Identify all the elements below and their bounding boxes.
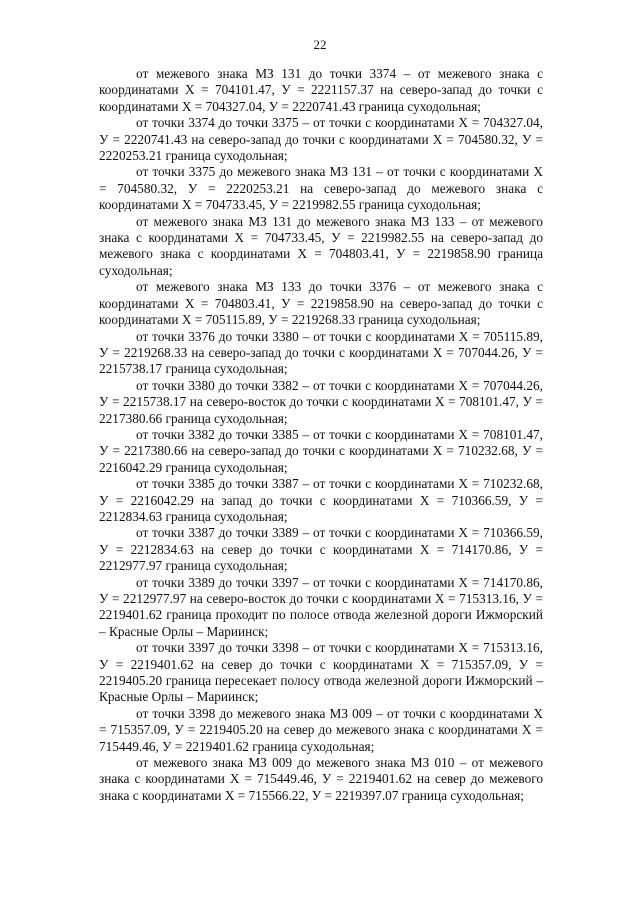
boundary-paragraph: от точки 3375 до межевого знака МЗ 131 – от точки с координатами Х = 704580.32, У = 2220253.21 на северо-запад до межевого знака с координатами Х = 704733.45, У = 2219982.55 граница суходольная; — [99, 164, 543, 213]
boundary-paragraph: от межевого знака МЗ 131 до точки 3374 – от межевого знака с координатами Х = 704101.47, У = 2221157.37 на северо-запад до точки с координатами Х = 704327.04, У = 2220741.43 граница суходольная; — [99, 66, 543, 114]
boundary-paragraph: от точки 3397 до точки 3398 – от точки с координатами Х = 715313.16, У = 2219401.62 на север до точки с координатами Х = 715357.09, У = 2219405.20 граница пересекает полосу отвода железной дороги Ижморский – Красные Орлы – Мариинск; — [99, 640, 543, 705]
boundary-paragraph: от точки 3385 до точки 3387 – от точки с координатами Х = 710232.68, У = 2216042.29 на запад до точки с координатами Х = 710366.59, У = 2212834.63 граница суходольная; — [99, 476, 543, 524]
boundary-paragraph: от точки 3389 до точки 3397 – от точки с координатами Х = 714170.86, У = 2212977.97 на северо-восток до точки с координатами Х = 715313.16, У = 2219401.62 граница проходит по полосе отвода железной дороги Ижморский – Красные Орлы – Мариинск; — [99, 574, 543, 639]
boundary-paragraph: от точки 3382 до точки 3385 – от точки с координатами Х = 708101.47, У = 2217380.66 на северо-запад до точки с координатами Х = 710232.68, У = 2216042.29 граница суходольная; — [99, 426, 543, 475]
document-body — [99, 66, 543, 804]
page-number: 22 — [313, 37, 327, 52]
boundary-paragraph: от межевого знака МЗ 133 до точки 3376 – от межевого знака с координатами Х = 704803.41, У = 2219858.90 на северо-запад до точки с координатами Х = 705115.89, У = 2219268.33 граница суходольная; — [99, 279, 543, 328]
boundary-paragraph: от межевого знака МЗ 009 до межевого знака МЗ 010 – от межевого знака с координатами Х = 715449.46, У = 2219401.62 на север до межевого знака с координатами Х = 715566.22, У = 2219397.07 граница суходольная; — [99, 755, 543, 803]
boundary-paragraph: от точки 3398 до межевого знака МЗ 009 – от точки с координатами Х = 715357.09, У = 2219405.20 на север до межевого знака с координатами Х = 715449.46, У = 2219401.62 граница суходольная; — [99, 705, 543, 754]
boundary-paragraph: от точки 3376 до точки 3380 – от точки с координатами Х = 705115.89, У = 2219268.33 на северо-запад до точки с координатами Х = 707044.26, У = 2215738.17 граница суходольная; — [99, 328, 543, 377]
boundary-paragraph: от точки 3380 до точки 3382 – от точки с координатами Х = 707044.26, У = 2215738.17 на северо-восток до точки с координатами Х = 708101.47, У = 2217380.66 граница суходольная; — [99, 377, 543, 426]
boundary-paragraph: от точки 3387 до точки 3389 – от точки с координатами Х = 710366.59, У = 2212834.63 на север до точки с координатами Х = 714170.86, У = 2212977.97 граница суходольная; — [99, 525, 543, 574]
boundary-paragraph: от межевого знака МЗ 131 до межевого знака МЗ 133 – от межевого знака с координатами Х = 704733.45, У = 2219982.55 на северо-запад до межевого знака с координатами Х = 704803.41, У = 2219858.90 граница суходольная; — [99, 213, 543, 278]
boundary-paragraph: от точки 3374 до точки 3375 – от точки с координатами Х = 704327.04, У = 2220741.43 на северо-запад до точки с координатами Х = 704580.32, У = 2220253.21 граница суходольная; — [99, 115, 543, 164]
